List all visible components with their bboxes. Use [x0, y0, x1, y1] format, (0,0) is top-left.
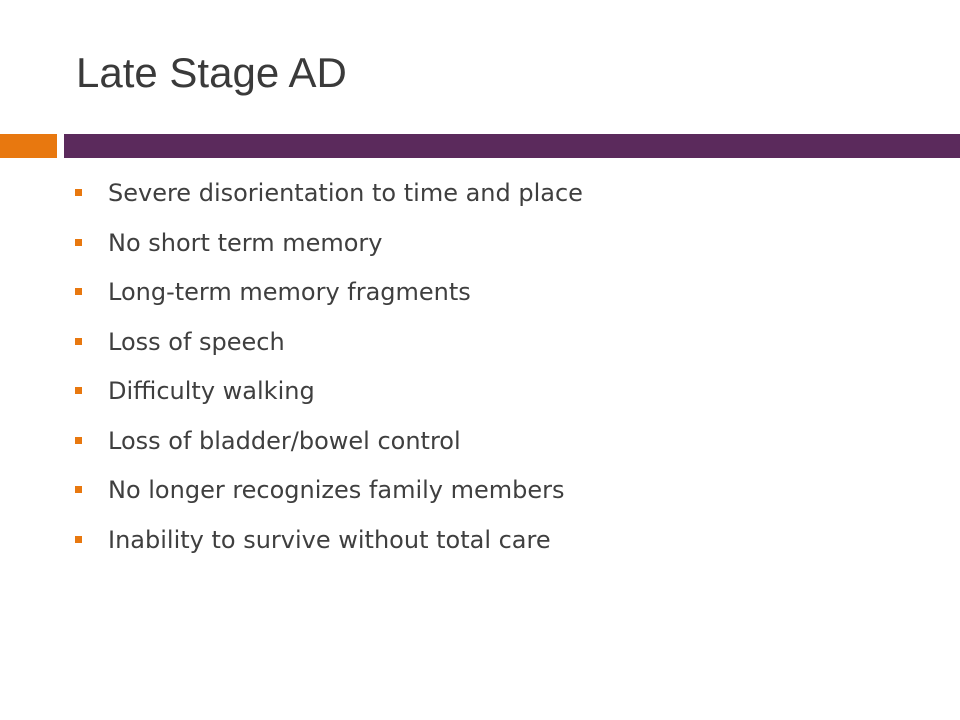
- bullet-text: Loss of speech: [108, 327, 285, 356]
- square-bullet-icon: [75, 338, 82, 345]
- square-bullet-icon: [75, 387, 82, 394]
- square-bullet-icon: [75, 486, 82, 493]
- bullet-text: Long-term memory fragments: [108, 278, 471, 306]
- title-divider-bar: [64, 134, 960, 158]
- square-bullet-icon: [75, 189, 82, 196]
- bullet-text: No short term memory: [108, 228, 383, 257]
- bullet-text: Loss of bladder/bowel control: [108, 426, 461, 455]
- title-accent-bar: [0, 134, 57, 158]
- bullet-text: Severe disorientation to time and place: [108, 179, 583, 207]
- slide-title: Late Stage AD: [76, 49, 347, 96]
- square-bullet-icon: [75, 288, 82, 295]
- bullet-text: Inability to survive without total care: [108, 525, 551, 554]
- square-bullet-icon: [75, 536, 82, 543]
- square-bullet-icon: [75, 239, 82, 246]
- bullet-text: Difficulty walking: [108, 377, 315, 405]
- square-bullet-icon: [75, 437, 82, 444]
- bullet-text: No longer recognizes family members: [108, 476, 565, 504]
